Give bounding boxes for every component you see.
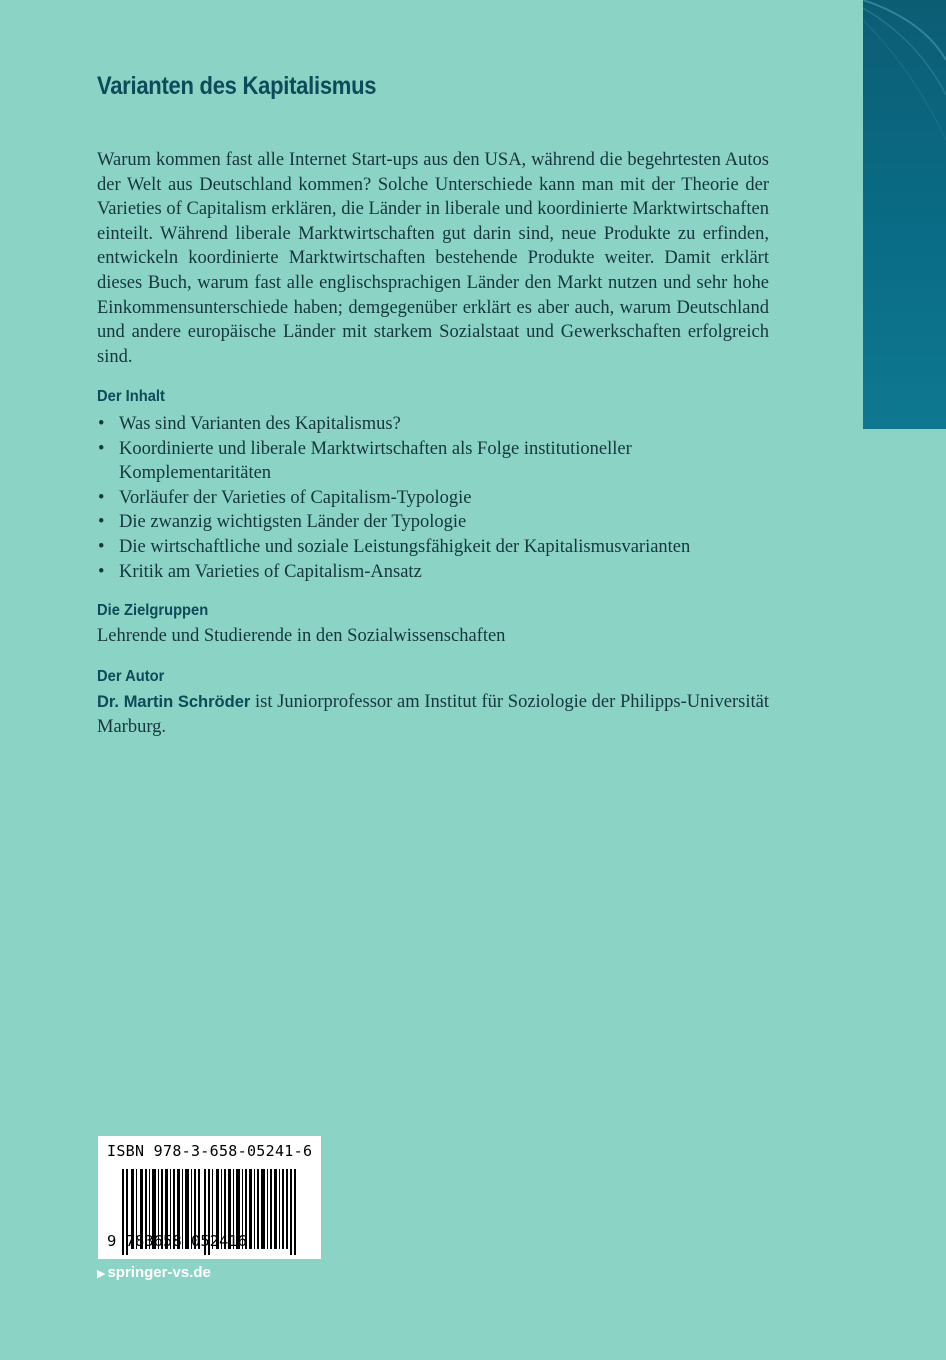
audience-text: Lehrende und Studierende in den Sozialwissenschaften (97, 626, 506, 646)
bullet-icon: • (98, 561, 105, 582)
list-item-text: Die wirtschaftliche und soziale Leistungsfähigkeit der Kapitalismusvarianten (119, 536, 691, 557)
audience-heading: Die Zielgruppen (97, 602, 209, 619)
list-item-text: Was sind Varianten des Kapitalismus? (119, 414, 401, 434)
list-item-text: Kritik am Varieties of Capitalism-Ansatz (119, 561, 422, 582)
list-item (97, 412, 777, 437)
list-item (97, 510, 777, 535)
list-item (97, 560, 777, 585)
isbn-label: ISBN 978-3-658-05241-6 (107, 1142, 313, 1160)
author-bio (97, 690, 769, 739)
contents-list (97, 412, 777, 584)
publisher-url: springer-vs.de (107, 1264, 211, 1281)
author-description: ist Juniorprofessor am Institut für Soziologie der Philipps-Universität Marburg. (97, 692, 769, 737)
list-item (97, 437, 777, 486)
book-title: Varianten des Kapitalismus (97, 72, 377, 100)
bullet-icon: • (98, 414, 105, 434)
triangle-right-icon: ▶ (97, 1268, 106, 1280)
publisher-link[interactable] (97, 1264, 211, 1281)
wave-decoration-icon (863, 0, 946, 429)
list-item-text: Koordinierte und liberale Marktwirtschaften als Folge institutioneller Komplementaritäten (119, 438, 632, 484)
list-item-text: Vorläufer der Varieties of Capitalism-Typologie (119, 487, 472, 508)
corner-decoration (863, 0, 946, 429)
author-heading: Der Autor (97, 668, 165, 685)
bullet-icon: • (98, 512, 105, 533)
bullet-icon: • (98, 487, 105, 508)
bullet-icon: • (98, 536, 105, 557)
intro-paragraph: Warum kommen fast alle Internet Start-ups aus den USA, während die begehrtesten Autos der Welt aus Deutschland kommen? Solche Unterschiede kann man mit der Theorie der Varieties of Capitalism erklären, die Länder in liberale und koordinierte Marktwirtschaften einteilt. Während liberale Marktwirtschaften gut darin sind, neue Produkte zu erfinden, entwickeln koordinierte Marktwirtschaften bestehende Produkte weiter. Damit erklärt dieses Buch, warum fast alle englischsprachigen Länder den Markt nutzen und sehr hohe Einkommensunterschiede haben; demgegenüber erklärt es aber auch, warum Deutschland und andere europäische Länder mit starkem Sozialstaat und Gewerkschaften erfolgreich sind. (97, 150, 769, 367)
contents-heading: Der Inhalt (97, 388, 165, 405)
list-item-text: Die zwanzig wichtigsten Länder der Typologie (119, 512, 467, 533)
barcode-digits: 9 783658 052416 (107, 1232, 247, 1250)
list-item (97, 535, 777, 560)
bullet-icon: • (98, 438, 105, 459)
author-name: Dr. Martin Schröder (97, 693, 251, 711)
list-item (97, 486, 777, 511)
barcode (98, 1136, 321, 1259)
